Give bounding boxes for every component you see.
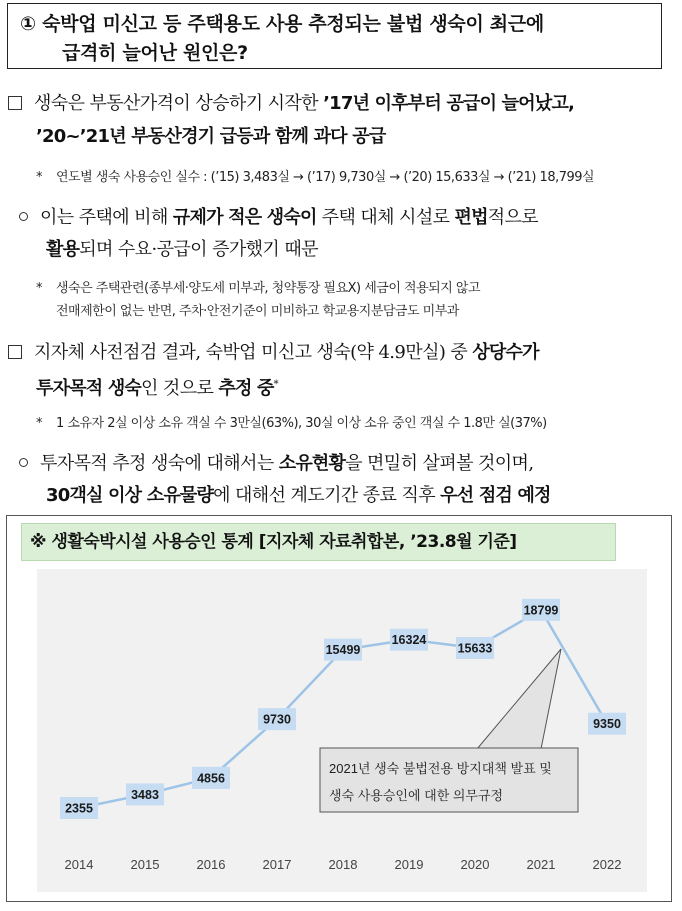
question-box: [7, 3, 662, 69]
para2-line1: 이는 주택에 비해 규제가 적은 생숙이 주택 대체 시설로 편법적으로: [19, 203, 538, 233]
x-tick-label: 2017: [262, 857, 292, 872]
square-bullet-icon: [8, 96, 22, 110]
para4-line2: 30객실 이상 소유물량에 대해선 계도기간 종료 직후 우선 점검 예정: [46, 485, 551, 506]
callout-line-1: 2021년 생숙 불법전용 방지대책 발표 및: [329, 761, 552, 776]
chart-box: [6, 515, 672, 902]
circle-bullet-icon: [19, 212, 28, 221]
data-point: [588, 713, 626, 735]
x-tick-label: 2015: [130, 857, 160, 872]
x-tick-label: 2021: [526, 857, 556, 872]
data-label: 3483: [131, 787, 159, 802]
data-point: [258, 708, 296, 730]
data-label: 15633: [457, 641, 493, 656]
x-tick-label: 2016: [196, 857, 226, 872]
para1-line1: 생숙은 부동산가격이 상승하기 시작한 ’17년 이후부터 공급이 늘어났고,: [8, 89, 574, 119]
para2-line2: 활용되며 수요·공급이 증가했기 때문: [46, 239, 318, 260]
question-line-2: 급격히 늘어난 원인은?: [62, 42, 248, 64]
x-tick-label: 2020: [460, 857, 490, 872]
data-point: [126, 783, 164, 805]
circle-bullet-icon: [19, 458, 28, 467]
data-point: [390, 629, 428, 651]
para1-line2: ’20~’21년 부동산경기 급등과 함께 과다 공급: [36, 126, 386, 147]
data-label: 9730: [263, 712, 291, 727]
data-point: [60, 797, 98, 819]
para3-line1: 지자체 사전점검 결과, 숙박업 미신고 생숙(약 4.9만실) 중 상당수가: [8, 338, 539, 368]
x-tick-label: 2014: [64, 857, 94, 872]
note2-line2: 전매제한이 없는 반면, 주차·안전기준이 미비하고 학교용지분담금도 미부과: [56, 304, 459, 319]
data-label: 9350: [593, 717, 621, 732]
data-point: [522, 599, 560, 621]
data-point: [324, 639, 362, 661]
data-label: 18799: [523, 603, 559, 618]
note2-line1: * 생숙은 주택관련(종부세·양도세 미부과, 청약통장 필요X) 세금이 적용되지 않고: [36, 281, 481, 296]
note3: * 1 소유자 2실 이상 소유 객실 수 3만실(63%), 30실 이상 소유 중인 객실 수 1.8만 실(37%): [36, 416, 547, 431]
para4-line1: 투자목적 추정 생숙에 대해서는 소유현황을 면밀히 살펴볼 것이며,: [19, 449, 533, 479]
question-line-1: ① 숙박업 미신고 등 주택용도 사용 추정되는 불법 생숙이 최근에: [20, 13, 544, 35]
note1: * 연도별 생숙 사용승인 실수 : (’15) 3,483실 → (’17) 9,730실 → (’20) 15,633실 → (’21) 18,799실: [36, 170, 595, 185]
x-tick-label: 2022: [592, 857, 622, 872]
data-label: 2355: [65, 801, 93, 816]
plot-area: [37, 569, 647, 892]
data-label: 15499: [325, 643, 361, 658]
x-tick-label: 2018: [328, 857, 358, 872]
data-label: 4856: [197, 771, 225, 786]
callout-pointer: [477, 649, 561, 749]
callout-line-2: 생숙 사용승인에 대한 의무규정: [329, 788, 504, 803]
data-label: 16324: [391, 633, 427, 648]
data-point: [192, 767, 230, 789]
square-bullet-icon: [8, 345, 22, 359]
x-tick-label: 2019: [394, 857, 424, 872]
data-point: [456, 637, 494, 659]
para3-line2: 투자목적 생숙인 것으로 추정 중*: [36, 378, 279, 399]
chart-title: ※ 생활숙박시설 사용승인 통계 [지자체 자료취합본, ’23.8월 기준]: [21, 523, 616, 561]
line-chart: [37, 569, 647, 892]
